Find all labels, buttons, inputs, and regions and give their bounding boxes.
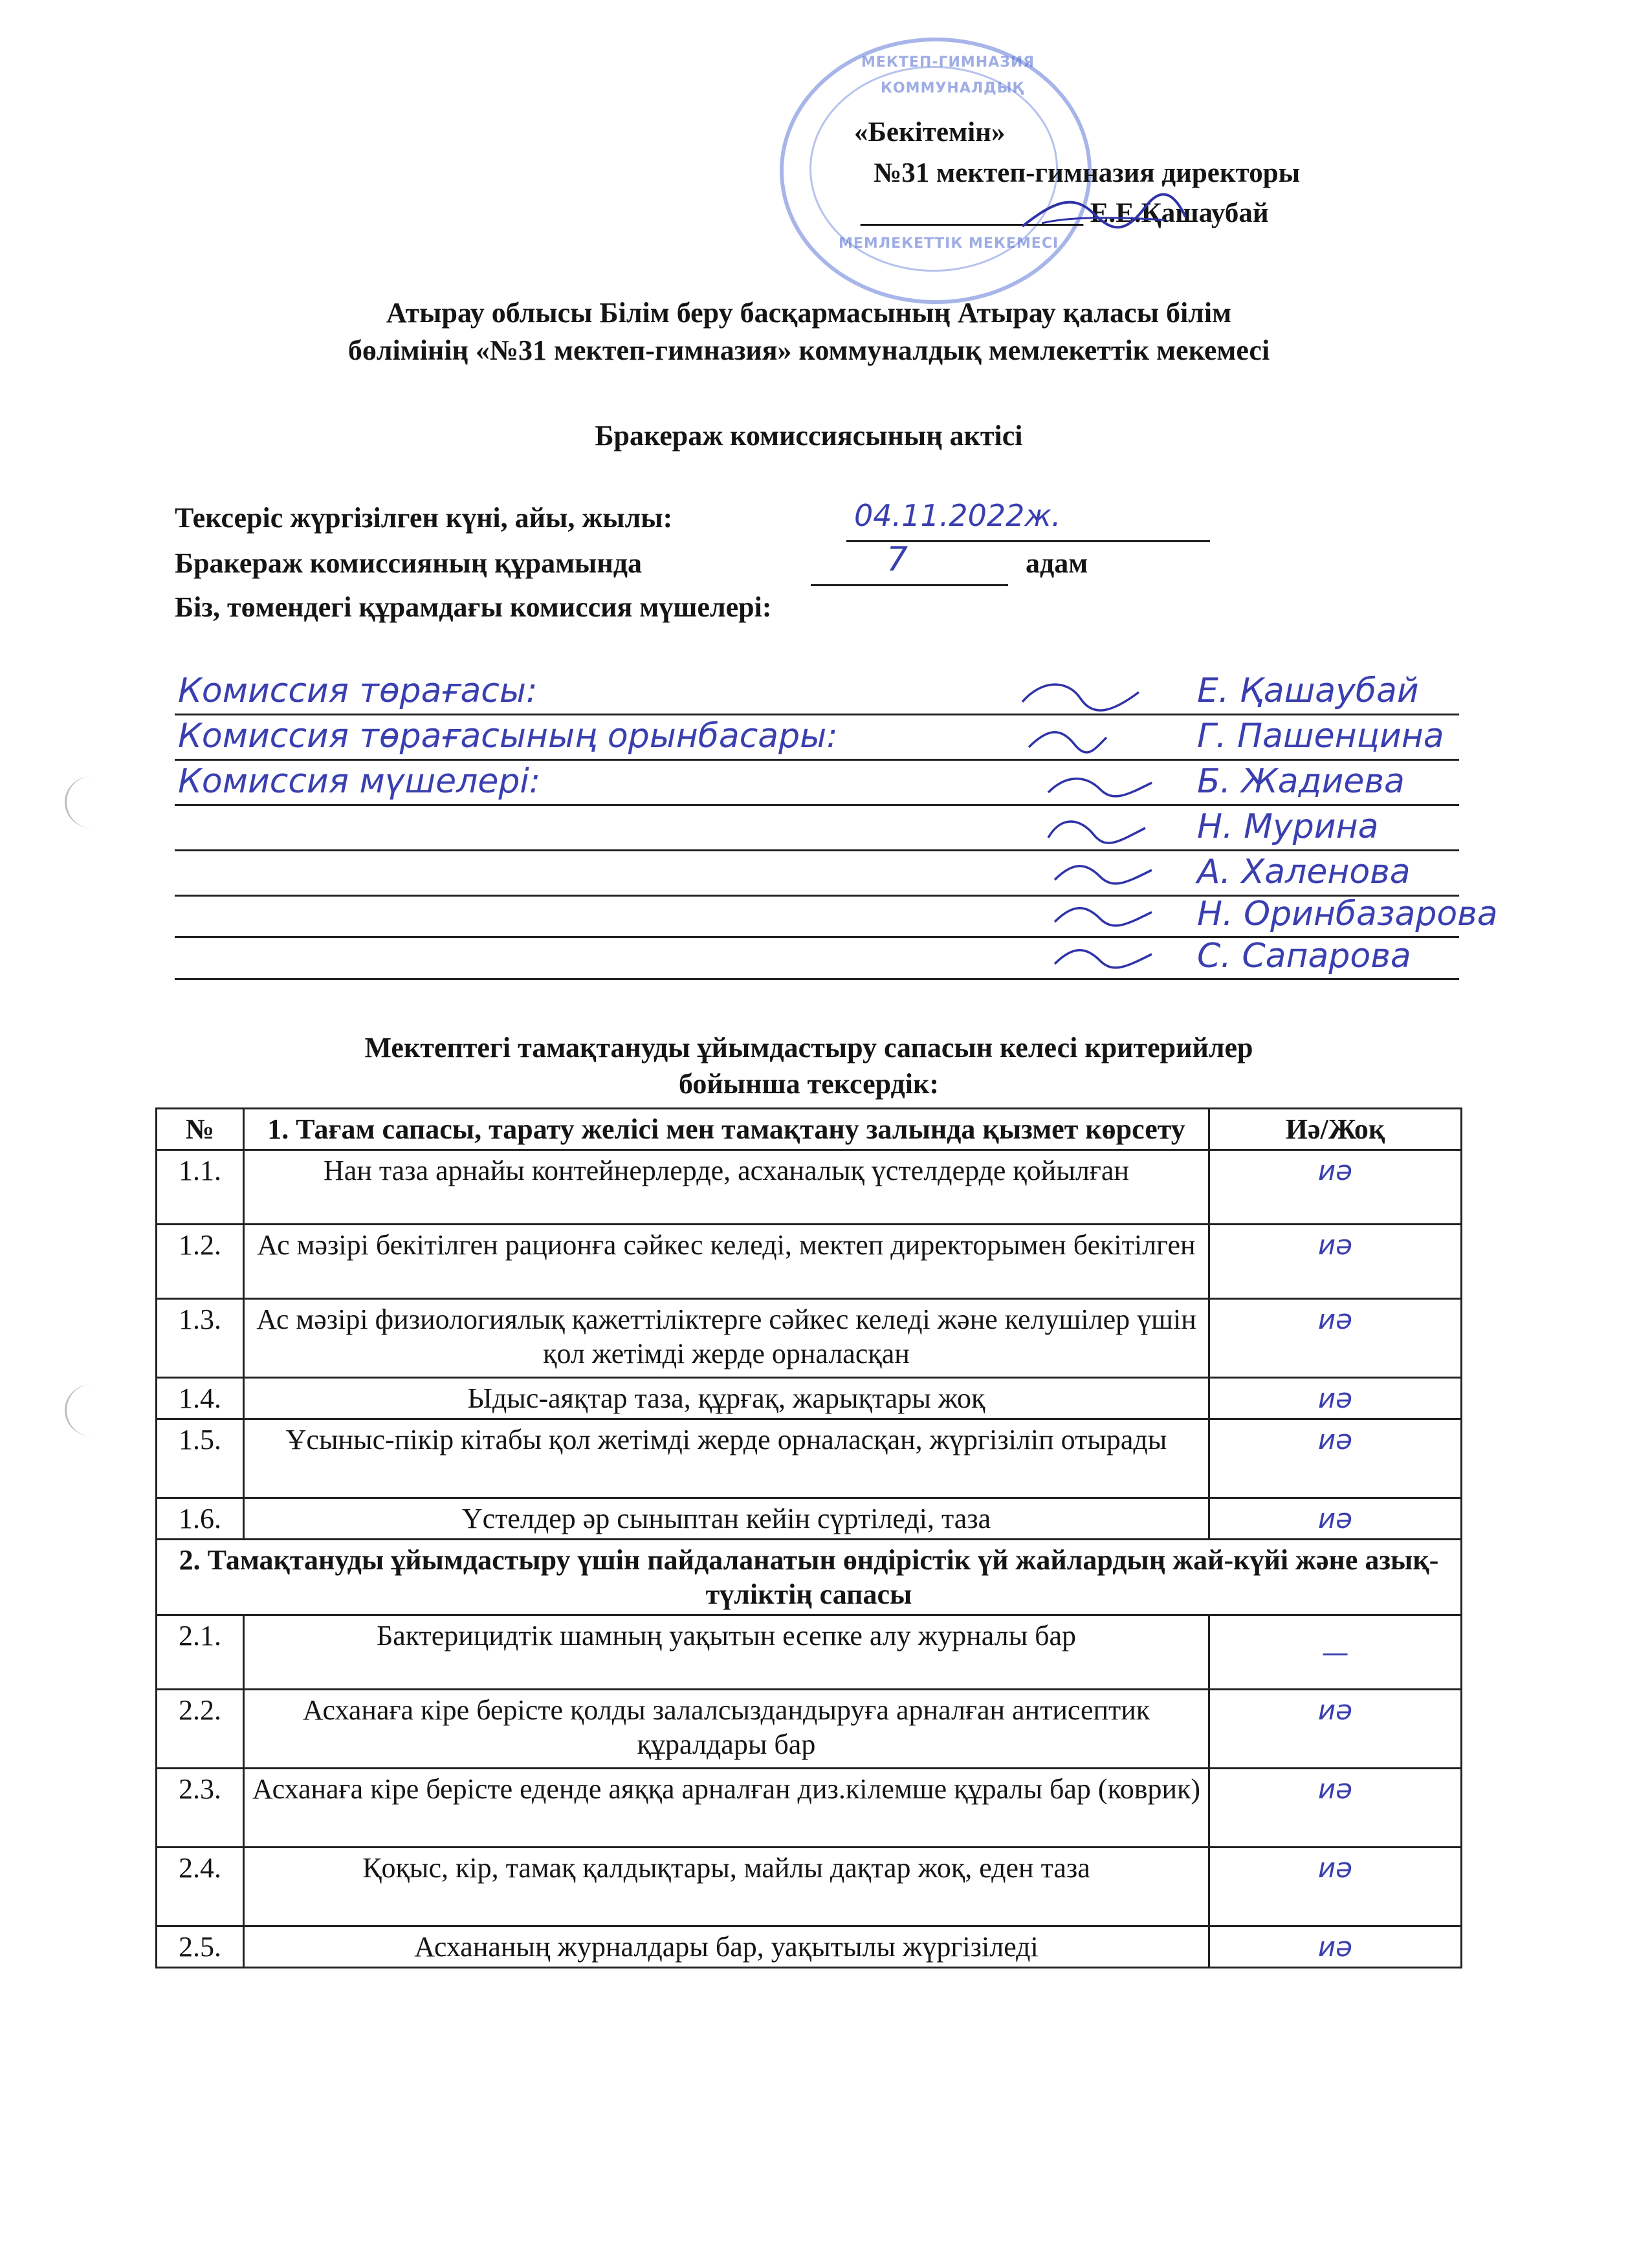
composition-unit: адам	[1026, 547, 1088, 579]
row-number: 2.4.	[157, 1848, 244, 1926]
row-answer: иә	[1209, 1690, 1462, 1769]
table-row	[157, 1225, 1462, 1299]
member-line	[175, 714, 1459, 715]
row-number: 1.4.	[157, 1378, 244, 1419]
official-stamp: МЕКТЕП-ГИМНАЗИЯ КОММУНАЛДЫҚ МЕМЛЕКЕТТІК МЕКЕМЕСІ	[780, 38, 1092, 304]
row-answer: иә	[1209, 1225, 1462, 1299]
paper-scuff	[65, 776, 118, 828]
table-row	[157, 1615, 1462, 1690]
row-answer: иә	[1209, 1299, 1462, 1378]
table-row	[157, 1769, 1462, 1848]
table-row	[157, 1498, 1462, 1540]
row-answer: —	[1209, 1615, 1462, 1690]
section-header-row	[157, 1540, 1462, 1615]
member-name: Е. Қашаубай	[1197, 671, 1419, 710]
member-line	[175, 759, 1459, 761]
document-title: Бракераж комиссиясының актісі	[595, 420, 1023, 452]
row-number: 2.2.	[157, 1690, 244, 1769]
member-line	[175, 978, 1459, 980]
table-row	[157, 1378, 1462, 1419]
member-signatures	[1009, 666, 1178, 990]
row-number: 2.3.	[157, 1769, 244, 1848]
date-label: Тексеріс жүргізілген күні, айы, жылы:	[175, 502, 673, 534]
row-answer: иә	[1209, 1848, 1462, 1926]
row-answer: иә	[1209, 1498, 1462, 1540]
member-line	[175, 849, 1459, 851]
row-answer: иә	[1209, 1419, 1462, 1498]
column-header-criteria: 1. Тағам сапасы, тарату желісі мен тамақтану залында қызмет көрсету	[244, 1109, 1209, 1150]
table-row	[157, 1690, 1462, 1769]
member-role-chair: Комиссия төрағасы:	[178, 671, 538, 710]
composition-value: 7	[886, 540, 908, 579]
member-name: Н. Мурина	[1197, 807, 1379, 846]
paper-scuff	[65, 1384, 118, 1436]
approval-title: «Бекітемін»	[854, 117, 1006, 147]
director-signature	[1016, 188, 1191, 246]
date-value: 04.11.2022ж.	[854, 498, 1061, 533]
row-criteria: Асханаға кіре берісте еденде аяққа арналған диз.кілемше құралы бар (коврик)	[244, 1769, 1209, 1848]
table-row	[157, 1299, 1462, 1378]
table-header-row	[157, 1109, 1462, 1150]
member-name: С. Сапарова	[1197, 937, 1411, 976]
row-criteria: Ас мәзірі бекітілген рационға сәйкес келеді, мектеп директорымен бекітілген	[244, 1225, 1209, 1299]
row-number: 1.3.	[157, 1299, 244, 1378]
org-header-line1: Атырау облысы Білім беру басқармасының Атырау қаласы білім	[386, 297, 1232, 329]
approval-signature-line: ________________ Е.Е.Қашаубай	[861, 198, 1269, 228]
row-answer: иә	[1209, 1926, 1462, 1968]
row-criteria: Нан таза арнайы контейнерлерде, асханалық үстелдерде қойылған	[244, 1150, 1209, 1225]
column-header-answer: Иә/Жоқ	[1209, 1109, 1462, 1150]
row-criteria: Қоқыс, кір, тамақ қалдықтары, майлы дақтар жоқ, еден таза	[244, 1848, 1209, 1926]
row-number: 1.2.	[157, 1225, 244, 1299]
table-row	[157, 1150, 1462, 1225]
director-name: Е.Е.Қашаубай	[1090, 198, 1269, 228]
row-number: 1.6.	[157, 1498, 244, 1540]
row-criteria: Үстелдер әр сыныптан кейін сүртіледі, таза	[244, 1498, 1209, 1540]
row-answer: иә	[1209, 1769, 1462, 1848]
row-number: 1.1.	[157, 1150, 244, 1225]
table-row	[157, 1419, 1462, 1498]
approval-position: №31 мектеп-гимназия директоры	[874, 158, 1301, 188]
composition-label: Бракераж комиссияның құрамында	[175, 547, 643, 579]
member-name: Н. Оринбазарова	[1197, 895, 1498, 933]
row-answer: иә	[1209, 1378, 1462, 1419]
criteria-intro-line1: Мектептегі тамақтануды ұйымдастыру сапасын келесі критерийлер	[364, 1032, 1253, 1063]
member-name: А. Халенова	[1197, 853, 1411, 891]
row-criteria: Асханаға кіре берісте қолды залалсыздандыруға арналған антисептик құралдары бар	[244, 1690, 1209, 1769]
row-criteria: Асхананың журналдары бар, уақытылы жүргізіледі	[244, 1926, 1209, 1968]
criteria-intro-line2: бойынша тексердік:	[679, 1068, 939, 1100]
row-answer: иә	[1209, 1150, 1462, 1225]
column-header-number: №	[157, 1109, 244, 1150]
members-intro: Біз, төмендегі құрамдағы комиссия мүшелері:	[175, 591, 772, 623]
member-name: Г. Пашенцина	[1197, 717, 1444, 756]
org-header-line2: бөлімінің «№31 мектеп-гимназия» коммуналдық мемлекеттік мекемесі	[347, 334, 1270, 366]
member-role-deputy: Комиссия төрағасының орынбасары:	[178, 717, 838, 756]
composition-underline	[811, 584, 1008, 586]
table-row	[157, 1926, 1462, 1968]
member-line	[175, 804, 1459, 806]
section-2-title: 2. Тамақтануды ұйымдастыру үшін пайдаланатын өндірістік үй жайлардың жай-күйі және азық-түліктің сапасы	[157, 1540, 1462, 1615]
row-number: 2.5.	[157, 1926, 244, 1968]
member-name: Б. Жадиева	[1197, 762, 1405, 801]
row-criteria: Ыдыс-аяқтар таза, құрғақ, жарықтары жоқ	[244, 1378, 1209, 1419]
row-number: 2.1.	[157, 1615, 244, 1690]
criteria-table	[155, 1107, 1462, 1968]
member-role-members: Комиссия мүшелері:	[178, 762, 541, 801]
row-criteria: Бактерицидтік шамның уақытын есепке алу журналы бар	[244, 1615, 1209, 1690]
row-number: 1.5.	[157, 1419, 244, 1498]
row-criteria: Ұсыныс-пікір кітабы қол жетімді жерде орналасқан, жүргізіліп отырады	[244, 1419, 1209, 1498]
row-criteria: Ас мәзірі физиологиялық қажеттіліктерге сәйкес келеді және келушілер үшін қол жетімді жерде орналасқан	[244, 1299, 1209, 1378]
table-row	[157, 1848, 1462, 1926]
